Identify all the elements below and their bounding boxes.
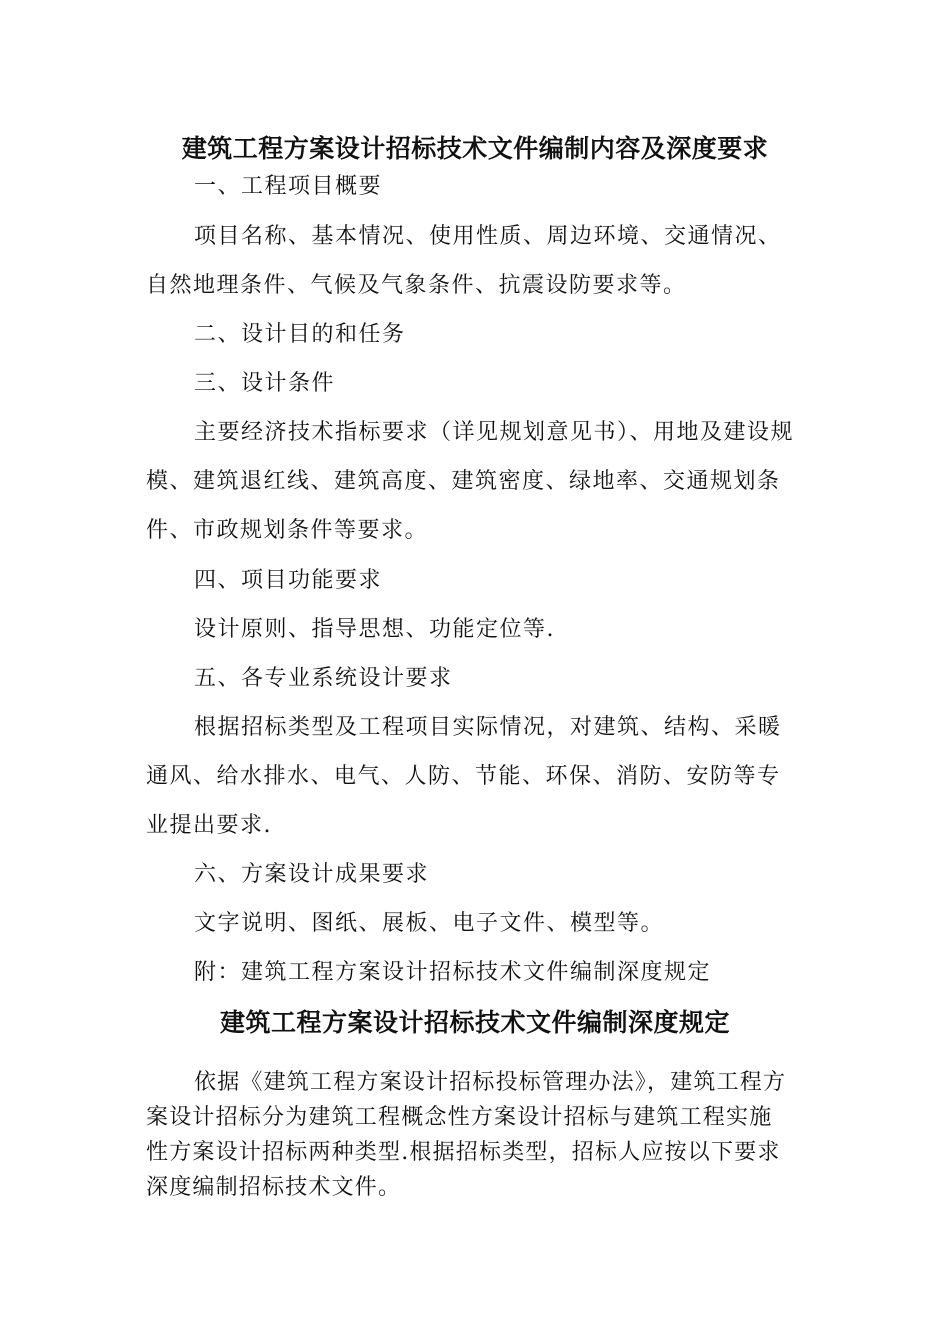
paragraph-line: 设计原则、指导思想、功能定位等.	[194, 617, 555, 642]
paragraph-line: 性方案设计招标两种类型.根据招标类型，招标人应按以下要求	[146, 1140, 781, 1165]
paragraph-line: 业提出要求.	[146, 813, 272, 838]
paragraph-line: 模、建筑退红线、建筑高度、建筑密度、绿地率、交通规划条	[146, 469, 781, 494]
section-title: 建筑工程方案设计招标技术文件编制深度规定	[219, 1008, 730, 1037]
paragraph-line: 文字说明、图纸、展板、电子文件、模型等。	[194, 911, 665, 936]
paragraph-line: 主要经济技术指标要求（详见规划意见书）、用地及建设规	[194, 420, 795, 445]
paragraph-line: 件、市政规划条件等要求。	[146, 518, 429, 543]
paragraph-line: 项目名称、基本情况、使用性质、周边环境、交通情况、	[194, 224, 782, 249]
section-heading-1: 一、工程项目概要	[194, 174, 383, 199]
document-title: 建筑工程方案设计招标技术文件编制内容及深度要求	[181, 134, 769, 163]
paragraph-line: 深度编制招标技术文件。	[146, 1175, 402, 1200]
paragraph-line: 根据招标类型及工程项目实际情况，对建筑、结构、采暖	[194, 715, 782, 740]
paragraph-line: 案设计招标分为建筑工程概念性方案设计招标与建筑工程实施	[146, 1105, 773, 1130]
section-heading-3: 三、设计条件	[194, 371, 336, 396]
section-heading-6: 六、方案设计成果要求	[194, 862, 430, 887]
paragraph-line: 通风、给水排水、电气、人防、节能、环保、消防、安防等专	[146, 764, 781, 789]
appendix-note: 附：建筑工程方案设计招标技术文件编制深度规定	[194, 960, 712, 985]
section-heading-4: 四、项目功能要求	[194, 568, 383, 593]
paragraph-line: 自然地理条件、气候及气象条件、抗震设防要求等。	[146, 273, 687, 298]
section-heading-2: 二、设计目的和任务	[194, 322, 406, 347]
section-heading-5: 五、各专业系统设计要求	[194, 666, 453, 691]
paragraph-line: 依据《建筑工程方案设计招标投标管理办法》，建筑工程方	[194, 1070, 787, 1095]
